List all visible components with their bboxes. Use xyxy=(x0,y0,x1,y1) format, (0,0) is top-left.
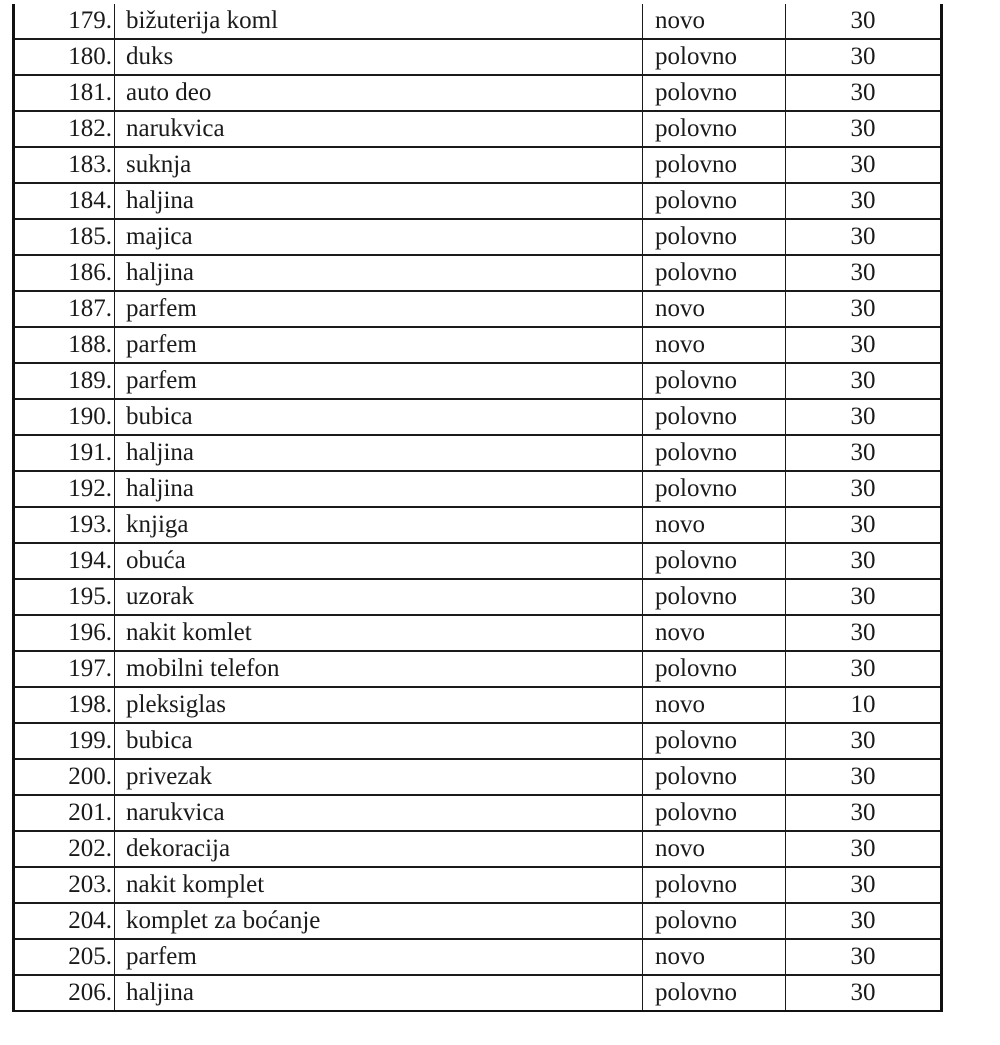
table-row xyxy=(14,831,942,867)
row-number: 191. xyxy=(14,435,115,471)
item-quantity: 30 xyxy=(786,111,942,147)
item-quantity: 30 xyxy=(786,651,942,687)
item-condition: polovno xyxy=(643,255,786,291)
row-number: 197. xyxy=(14,651,115,687)
item-name: haljina xyxy=(115,471,643,507)
items-table xyxy=(12,4,943,1012)
row-number: 200. xyxy=(14,759,115,795)
table-row xyxy=(14,579,942,615)
row-number: 183. xyxy=(14,147,115,183)
item-name: bubica xyxy=(115,723,643,759)
item-name: parfem xyxy=(115,327,643,363)
item-quantity: 30 xyxy=(786,291,942,327)
item-name: parfem xyxy=(115,939,643,975)
item-quantity: 30 xyxy=(786,219,942,255)
item-name: haljina xyxy=(115,255,643,291)
item-name: haljina xyxy=(115,435,643,471)
table-row xyxy=(14,687,942,723)
item-name: narukvica xyxy=(115,795,643,831)
item-quantity: 30 xyxy=(786,543,942,579)
item-name: uzorak xyxy=(115,579,643,615)
item-name: bubica xyxy=(115,399,643,435)
item-condition: novo xyxy=(643,615,786,651)
item-name: pleksiglas xyxy=(115,687,643,723)
item-quantity: 30 xyxy=(786,399,942,435)
item-condition: polovno xyxy=(643,867,786,903)
row-number: 198. xyxy=(14,687,115,723)
item-quantity: 30 xyxy=(786,867,942,903)
item-name: nakit komlet xyxy=(115,615,643,651)
row-number: 180. xyxy=(14,39,115,75)
table-row xyxy=(14,867,942,903)
row-number: 194. xyxy=(14,543,115,579)
item-condition: polovno xyxy=(643,75,786,111)
item-quantity: 30 xyxy=(786,615,942,651)
item-name: suknja xyxy=(115,147,643,183)
item-name: privezak xyxy=(115,759,643,795)
table-row xyxy=(14,291,942,327)
item-quantity: 30 xyxy=(786,831,942,867)
item-condition: novo xyxy=(643,507,786,543)
table-row xyxy=(14,399,942,435)
row-number: 202. xyxy=(14,831,115,867)
table-row xyxy=(14,975,942,1011)
item-quantity: 30 xyxy=(786,363,942,399)
item-name: haljina xyxy=(115,183,643,219)
table-row xyxy=(14,111,942,147)
item-name: parfem xyxy=(115,291,643,327)
item-condition: polovno xyxy=(643,723,786,759)
item-quantity: 30 xyxy=(786,507,942,543)
item-quantity: 30 xyxy=(786,939,942,975)
item-quantity: 10 xyxy=(786,687,942,723)
item-quantity: 30 xyxy=(786,327,942,363)
table-row xyxy=(14,507,942,543)
table-row xyxy=(14,219,942,255)
item-name: majica xyxy=(115,219,643,255)
item-name: komplet za boćanje xyxy=(115,903,643,939)
item-name: bižuterija koml xyxy=(115,4,643,39)
row-number: 182. xyxy=(14,111,115,147)
table-row xyxy=(14,4,942,39)
table-row xyxy=(14,363,942,399)
item-condition: polovno xyxy=(643,183,786,219)
table-row xyxy=(14,255,942,291)
item-condition: polovno xyxy=(643,471,786,507)
item-condition: polovno xyxy=(643,435,786,471)
row-number: 205. xyxy=(14,939,115,975)
item-condition: polovno xyxy=(643,903,786,939)
item-name: auto deo xyxy=(115,75,643,111)
item-quantity: 30 xyxy=(786,255,942,291)
row-number: 184. xyxy=(14,183,115,219)
table-row xyxy=(14,543,942,579)
item-quantity: 30 xyxy=(786,147,942,183)
item-name: nakit komplet xyxy=(115,867,643,903)
item-condition: polovno xyxy=(643,651,786,687)
item-quantity: 30 xyxy=(786,4,942,39)
item-quantity: 30 xyxy=(786,39,942,75)
table-row xyxy=(14,39,942,75)
item-quantity: 30 xyxy=(786,723,942,759)
item-condition: polovno xyxy=(643,543,786,579)
row-number: 181. xyxy=(14,75,115,111)
table-row xyxy=(14,183,942,219)
item-quantity: 30 xyxy=(786,759,942,795)
row-number: 201. xyxy=(14,795,115,831)
item-name: haljina xyxy=(115,975,643,1011)
item-condition: novo xyxy=(643,831,786,867)
items-table-body xyxy=(14,4,942,1011)
table-row xyxy=(14,723,942,759)
item-condition: novo xyxy=(643,327,786,363)
item-condition: polovno xyxy=(643,975,786,1011)
item-quantity: 30 xyxy=(786,471,942,507)
table-row xyxy=(14,651,942,687)
item-name: obuća xyxy=(115,543,643,579)
table-row xyxy=(14,939,942,975)
item-name: narukvica xyxy=(115,111,643,147)
row-number: 188. xyxy=(14,327,115,363)
table-row xyxy=(14,471,942,507)
item-quantity: 30 xyxy=(786,975,942,1011)
item-name: duks xyxy=(115,39,643,75)
item-condition: polovno xyxy=(643,759,786,795)
row-number: 206. xyxy=(14,975,115,1011)
row-number: 204. xyxy=(14,903,115,939)
row-number: 193. xyxy=(14,507,115,543)
item-condition: polovno xyxy=(643,147,786,183)
item-quantity: 30 xyxy=(786,903,942,939)
item-name: knjiga xyxy=(115,507,643,543)
table-row xyxy=(14,327,942,363)
item-condition: novo xyxy=(643,687,786,723)
row-number: 195. xyxy=(14,579,115,615)
row-number: 196. xyxy=(14,615,115,651)
row-number: 199. xyxy=(14,723,115,759)
row-number: 179. xyxy=(68,7,112,34)
row-number: 203. xyxy=(14,867,115,903)
item-quantity: 30 xyxy=(786,579,942,615)
row-number: 185. xyxy=(14,219,115,255)
item-quantity: 30 xyxy=(786,435,942,471)
table-row xyxy=(14,795,942,831)
item-name: parfem xyxy=(115,363,643,399)
row-number: 189. xyxy=(14,363,115,399)
item-condition: novo xyxy=(643,291,786,327)
item-quantity: 30 xyxy=(786,183,942,219)
table-row xyxy=(14,435,942,471)
item-condition: novo xyxy=(643,939,786,975)
item-condition: polovno xyxy=(643,219,786,255)
item-condition: novo xyxy=(643,4,786,39)
item-condition: polovno xyxy=(643,39,786,75)
table-row xyxy=(14,75,942,111)
item-condition: polovno xyxy=(643,111,786,147)
table-row xyxy=(14,903,942,939)
item-condition: polovno xyxy=(643,795,786,831)
row-number: 190. xyxy=(14,399,115,435)
table-row xyxy=(14,759,942,795)
row-number: 192. xyxy=(14,471,115,507)
table-row xyxy=(14,615,942,651)
item-name: mobilni telefon xyxy=(115,651,643,687)
item-condition: polovno xyxy=(643,579,786,615)
item-condition: polovno xyxy=(643,363,786,399)
row-number: 186. xyxy=(14,255,115,291)
item-quantity: 30 xyxy=(786,795,942,831)
table-row xyxy=(14,147,942,183)
item-condition: polovno xyxy=(643,399,786,435)
item-quantity: 30 xyxy=(786,75,942,111)
row-number: 187. xyxy=(14,291,115,327)
item-name: dekoracija xyxy=(115,831,643,867)
